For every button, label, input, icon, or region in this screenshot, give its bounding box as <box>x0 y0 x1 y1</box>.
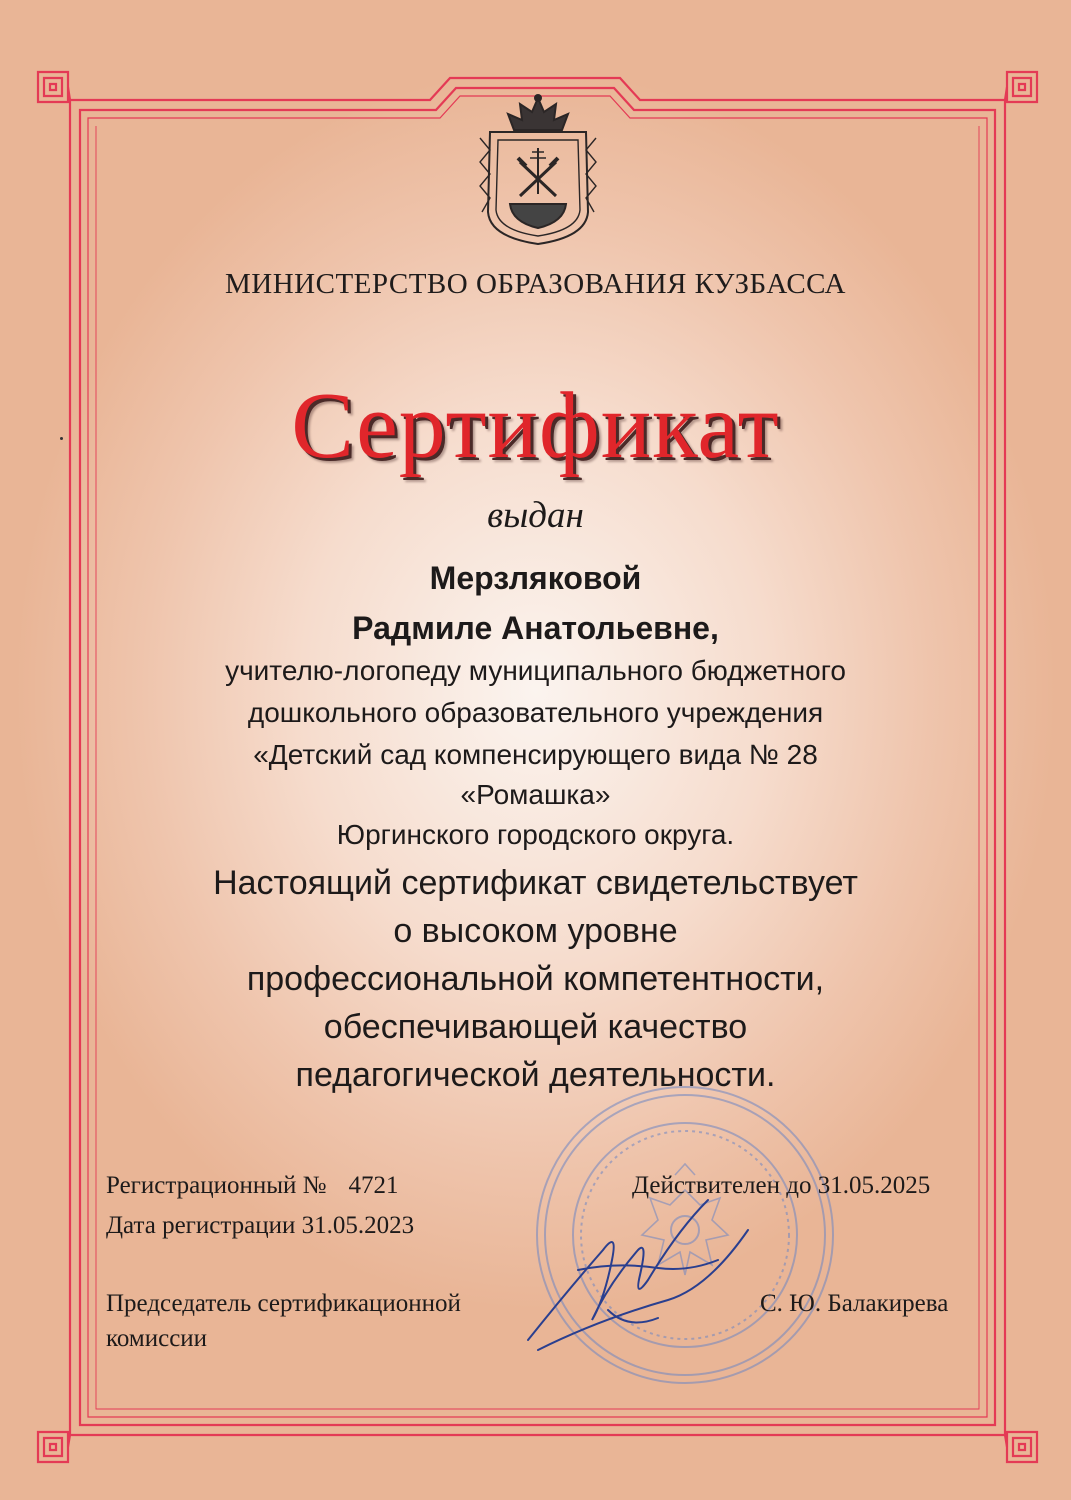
handwritten-signature-icon <box>508 1190 758 1360</box>
registration-label: Регистрационный № <box>106 1172 327 1199</box>
position-line: учителю-логопеду муниципального бюджетного <box>225 655 846 686</box>
recipient-surname: Мерзляковой <box>429 560 642 596</box>
statement-line: обеспечивающей качество <box>323 1008 748 1046</box>
position-line: «Детский сад компенсирующего вида № 28 <box>253 739 818 770</box>
kuzbass-coat-of-arms-icon <box>468 92 608 252</box>
certificate-title: Сертификат <box>291 374 780 478</box>
signer-name: С. Ю. Балакирева <box>760 1290 949 1317</box>
statement-line: Настоящий сертификат свидетельствует <box>213 864 858 902</box>
registration-date: Дата регистрации 31.05.2023 <box>106 1212 415 1239</box>
position-line: дошкольного образовательного учреждения <box>247 697 824 728</box>
chair-role-line2: комиссии <box>106 1325 208 1352</box>
issued-label: выдан <box>487 495 584 536</box>
statement-line: педагогической деятельности. <box>295 1056 776 1094</box>
position-line: Юргинского городского округа. <box>336 819 735 850</box>
registration-number <box>106 1172 399 1200</box>
position-line: «Ромашка» <box>460 779 611 810</box>
speck <box>60 437 63 440</box>
registration-number-value: 4721 <box>348 1172 399 1199</box>
ministry-name: МИНИСТЕРСТВО ОБРАЗОВАНИЯ КУЗБАССА <box>225 268 846 300</box>
chair-role-line1: Председатель сертификационной <box>106 1290 461 1317</box>
recipient-name: Радмиле Анатольевне, <box>352 610 719 646</box>
valid-until: Действителен до 31.05.2025 <box>632 1172 931 1199</box>
statement-line: о высоком уровне <box>393 912 678 950</box>
statement-line: профессиональной компетентности, <box>246 960 825 998</box>
